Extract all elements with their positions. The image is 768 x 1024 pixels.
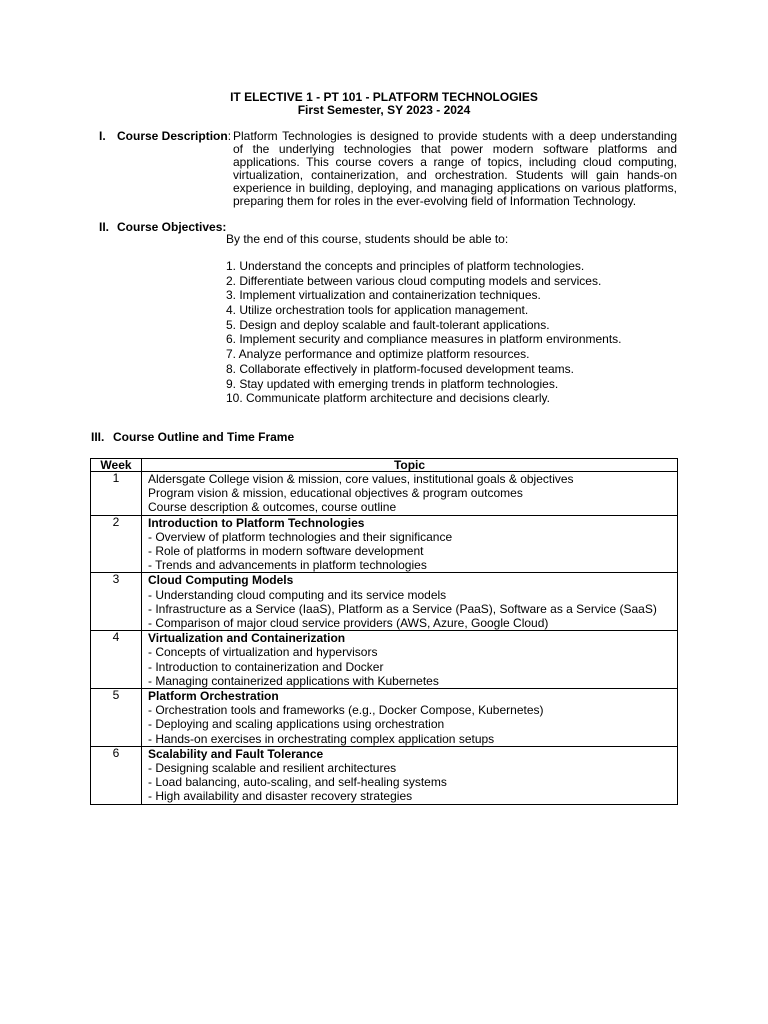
course-title: IT ELECTIVE 1 - PT 101 - PLATFORM TECHNOLOGIES (230, 90, 538, 104)
section-number: II. (99, 220, 110, 234)
section-label: Course Outline and Time Frame (113, 430, 295, 444)
topic-line: Course description & outcomes, course outline (148, 500, 397, 515)
topic-cell (142, 472, 678, 516)
objective-item: 6. Implement security and compliance measures in platform environments. (226, 332, 622, 347)
topic-heading: Cloud Computing Models (148, 573, 294, 588)
topic-cell (142, 573, 678, 631)
objective-item: 2. Differentiate between various cloud computing models and services. (226, 273, 602, 288)
column-header-week: Week (91, 459, 142, 472)
objective-item: 9. Stay updated with emerging trends in platform technologies. (226, 376, 559, 391)
section-number: III. (91, 430, 105, 444)
table-row (91, 689, 678, 747)
topic-line: - High availability and disaster recovery strategies (148, 789, 413, 804)
column-header-topic: Topic (142, 459, 678, 472)
section-label: Course Objectives: (117, 220, 227, 234)
section-label-colon: : (227, 129, 232, 143)
course-outline-table (90, 458, 678, 805)
topic-line: - Managing containerized applications with Kubernetes (148, 673, 439, 688)
topic-line: - Orchestration tools and frameworks (e.g., Docker Compose, Kubernetes) (148, 703, 544, 718)
topic-line: - Trends and advancements in platform technologies (148, 558, 427, 573)
course-description-text: Platform Technologies is designed to provide students with a deep understanding of the underlying technologies that power modern software platforms and applications. This course covers a range of topics, including cloud computing, virtualization, containerization, and orchestration. Students will gain hands-on experience in building, deploying, and managing applications on various platforms, preparing them for roles in the ever-evolving field of Information Technology. (233, 129, 677, 208)
topic-cell (142, 689, 678, 747)
week-cell: 6 (91, 746, 142, 804)
topic-line: - Overview of platform technologies and their significance (148, 529, 453, 544)
topic-heading: Introduction to Platform Technologies (148, 515, 365, 530)
topic-heading: Scalability and Fault Tolerance (148, 746, 324, 761)
topic-line: - Introduction to containerization and Docker (148, 659, 384, 674)
week-cell: 3 (91, 573, 142, 631)
table-header-row (91, 459, 678, 472)
table-body (91, 472, 678, 805)
topic-line: - Designing scalable and resilient architectures (148, 761, 397, 776)
objective-item: 3. Implement virtualization and containerization techniques. (226, 288, 541, 303)
objective-item: 7. Analyze performance and optimize platform resources. (226, 347, 530, 362)
section-course-objectives-heading (99, 221, 226, 234)
objective-item: 4. Utilize orchestration tools for application management. (226, 303, 529, 318)
topic-cell (142, 746, 678, 804)
week-cell: 1 (91, 472, 142, 516)
objective-item: 5. Design and deploy scalable and fault-tolerant applications. (226, 317, 550, 332)
topic-heading: Platform Orchestration (148, 689, 279, 704)
semester-subtitle: First Semester, SY 2023 - 2024 (297, 103, 471, 117)
topic-line: - Concepts of virtualization and hypervisors (148, 645, 378, 660)
objective-item: 10. Communicate platform architecture and decisions clearly. (226, 391, 550, 406)
table-row (91, 631, 678, 689)
table-row (91, 472, 678, 516)
document-header (0, 91, 768, 117)
section-course-description-heading (99, 130, 231, 143)
section-course-outline-heading (91, 431, 294, 444)
objectives-intro: By the end of this course, students should be able to: (226, 232, 509, 246)
topic-line: - Understanding cloud computing and its service models (148, 587, 447, 602)
section-number: I. (99, 129, 106, 143)
topic-line: - Hands-on exercises in orchestrating complex application setups (148, 731, 495, 746)
table-row (91, 746, 678, 804)
topic-line: - Deploying and scaling applications using orchestration (148, 717, 445, 732)
section-label: Course Description (117, 129, 228, 143)
topic-cell (142, 631, 678, 689)
topic-line: - Load balancing, auto-scaling, and self-healing systems (148, 775, 447, 790)
objective-item: 1. Understand the concepts and principles of platform technologies. (226, 259, 585, 273)
week-cell: 4 (91, 631, 142, 689)
objective-item: 8. Collaborate effectively in platform-focused development teams. (226, 361, 574, 376)
topic-cell (142, 515, 678, 573)
week-cell: 5 (91, 689, 142, 747)
topic-line: Aldersgate College vision & mission, core values, institutional goals & objectives (148, 472, 574, 486)
topic-line: - Role of platforms in modern software development (148, 544, 424, 559)
topic-line: - Comparison of major cloud service providers (AWS, Azure, Google Cloud) (148, 616, 549, 631)
topic-heading: Virtualization and Containerization (148, 631, 346, 646)
topic-line: Program vision & mission, educational objectives & program outcomes (148, 486, 523, 501)
table-row (91, 515, 678, 573)
table-row (91, 573, 678, 631)
week-cell: 2 (91, 515, 142, 573)
objectives-list (226, 259, 622, 406)
topic-line: - Infrastructure as a Service (IaaS), Platform as a Service (PaaS), Software as a Service (SaaS) (148, 601, 657, 616)
